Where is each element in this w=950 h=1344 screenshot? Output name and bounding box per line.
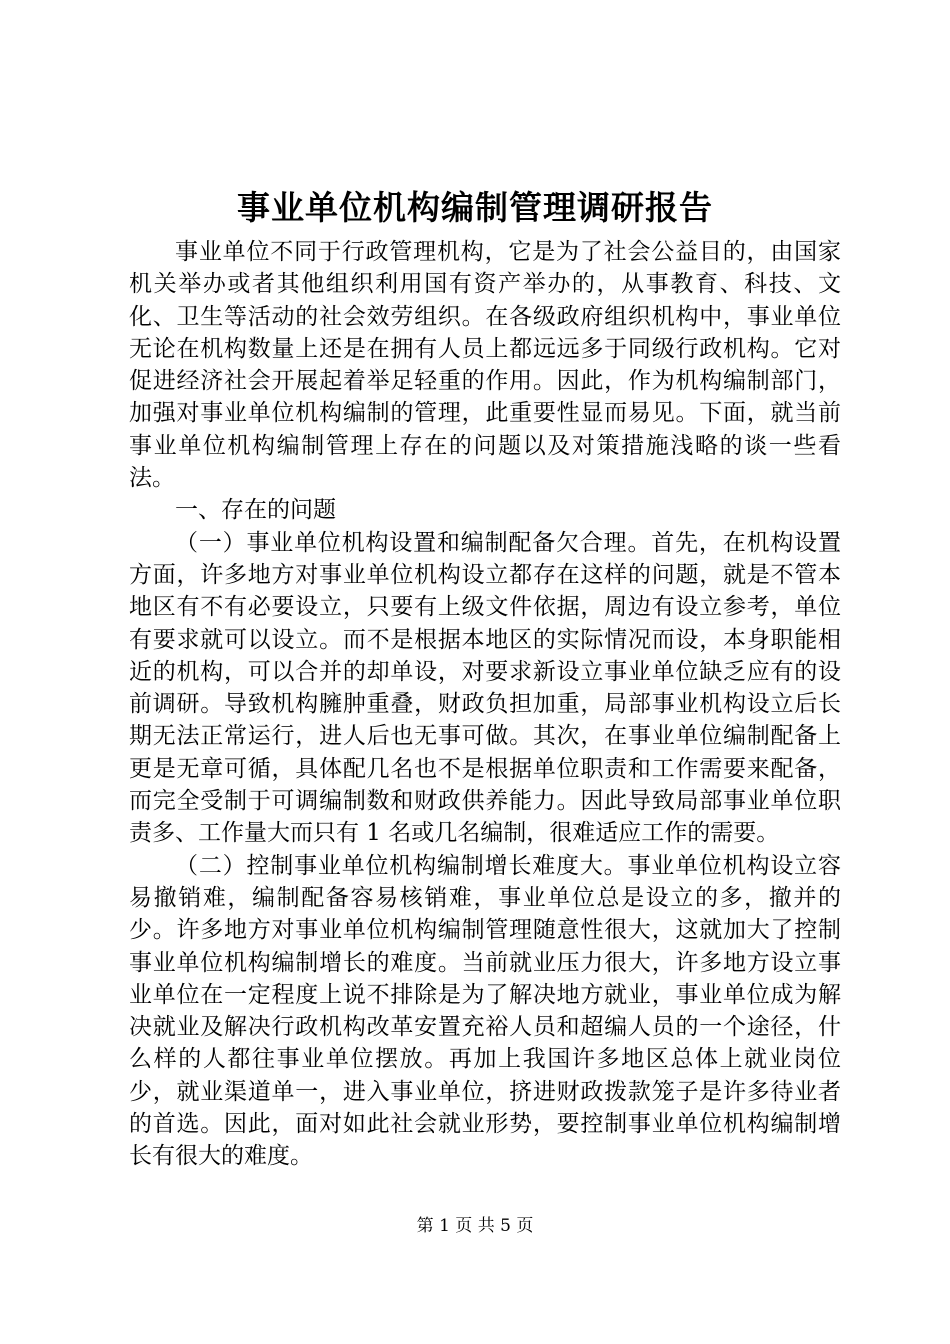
document-title: 事业单位机构编制管理调研报告 (237, 188, 713, 227)
section-heading: 一、存在的问题 (175, 497, 336, 524)
intro-paragraph: 事业单位不同于行政管理机构，它是为了社会公益目的，由国家机关举办或者其他组织利用国有资产举办的，从事教育、科技、文化、卫生等活动的社会效劳组织。在各级政府组织机构中，事业单位无论在机构数量上还是在拥有人员上都远远多于同级行政机构。它对促进经济社会开展起着举足轻重的作用。因此，作为机构编制部门，加强对事业单位机构编制的管理，此重要性显而易见。下面，就当前事业单位机构编制管理上存在的问题以及对策措施浅略的谈一些看法。 (129, 239, 841, 492)
document-body (129, 236, 841, 1173)
problem-paragraph-2: （二）控制事业单位机构编制增长难度大。事业单位机构设立容易撤销难，编制配备容易核销难，事业单位总是设立的多，撤并的少。许多地方对事业单位机构编制管理随意性很大，这就加大了控制事业单位机构编制增长的难度。当前就业压力很大，许多地方设立事业单位在一定程度上说不排除是为了解决地方就业，事业单位成为解决就业及解决行政机构改革安置充裕人员和超编人员的一个途径，什么样的人都往事业单位摆放。再加上我国许多地区总体上就业岗位少，就业渠道单一，进入事业单位，挤进财政拨款笼子是许多待业者的首选。因此，面对如此社会就业形势，要控制事业单位机构编制增长有很大的难度。 (129, 852, 841, 1170)
problem-paragraph-1: （一）事业单位机构设置和编制配备欠合理。首先，在机构设置方面，许多地方对事业单位机构设立都存在这样的问题，就是不管本地区有不有必要设立，只要有上级文件依据，周边有设立参考，单位有要求就可以设立。而不是根据本地区的实际情况而设，本身职能相近的机构，可以合并的却单设，对要求新设立事业单位缺乏应有的设前调研。导致机构臃肿重叠，财政负担加重，局部事业机构设立后长期无法正常运行，进人后也无事可做。其次，在事业单位编制配备上更是无章可循，具体配几名也不是根据单位职责和工作需要来配备，而完全受制于可调编制数和财政供养能力。因此导致局部事业单位职责多、工作量大而只有 1 名或几名编制，很难适应工作的需要。 (129, 529, 841, 847)
page-footer: 第 1 页 共 5 页 (416, 1216, 534, 1236)
